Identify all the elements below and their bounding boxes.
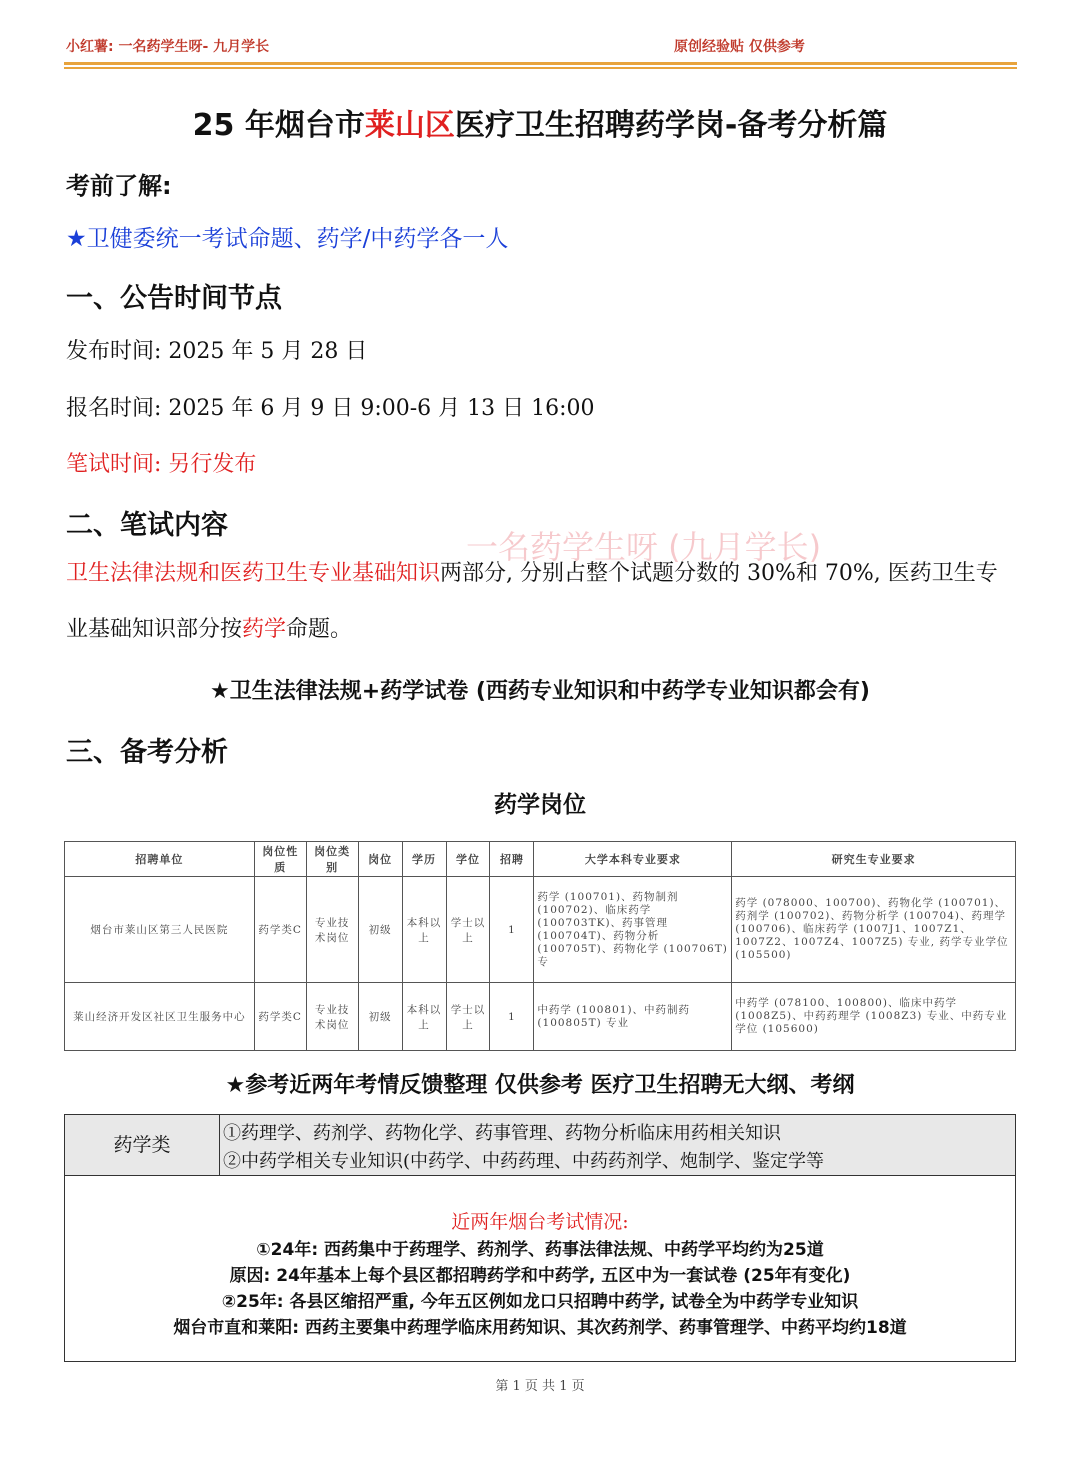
table-header: 岗位性质 [254,842,306,877]
situation-line: ①24年: 西药集中于药理学、药剂学、药事法律法规、中药学平均约为25道 [256,1240,824,1260]
table-cell: 专业技术岗位 [306,877,358,983]
table-cell: 学士以上 [446,983,490,1051]
exam-paper-note: ★卫生法律法规+药学试卷 (西药专业知识和中药学专业知识都会有) [210,679,870,704]
situation-title: 近两年烟台考试情况: [451,1211,629,1233]
table-header: 学历 [402,842,446,877]
table-header: 招聘单位 [65,842,255,877]
table-cell: 药学 (078000、100700)、药物化学 (100701)、药剂学 (100702)、药物分析学 (100704)、药理学 (100706)、临床药学 (1007J1、1007Z1、1007Z2、1007Z4、1007Z5) 专业, 药学专业学位 (105500) [732,877,1016,983]
table-cell: 本科以上 [402,983,446,1051]
feedback-heading: ★参考近两年考情反馈整理 仅供参考 医疗卫生招聘无大纲、考纲 [225,1073,855,1098]
table-row [65,877,1016,983]
table-cell: 药学 (100701)、药物制剂 (100702)、临床药学 (100703TK)、药事管理 (100704T)、药物分析 (100705T)、药物化学 (100706T) 专 [534,877,732,983]
category-row [65,1115,1015,1176]
category-item-2: ②中药学相关专业知识(中药学、中药药理、中药药剂学、炮制学、鉴定学等 [223,1151,825,1172]
page-footer: 第 1 页 共 1 页 [495,1379,585,1394]
table-header: 学位 [446,842,490,877]
jobs-table [64,841,1016,1051]
jobs-table-title: 药学岗位 [494,792,586,818]
section1-heading: 一、公告时间节点 [66,283,282,314]
table-cell: 1 [490,983,534,1051]
header-rule-bottom [64,67,1017,69]
table-cell: 1 [490,877,534,983]
register-time: 报名时间: 2025 年 6 月 9 日 9:00-6 月 13 日 16:00 [66,396,595,421]
situation-line: 原因: 24年基本上每个县区都招聘药学和中药学, 五区中为一套试卷 (25年有变化) [229,1266,851,1286]
table-header: 岗位类别 [306,842,358,877]
table-cell: 烟台市莱山区第三人民医院 [65,877,255,983]
situation-line: 烟台市直和莱阳: 西药主要集中药理学临床用药知识、其次药剂学、药事管理学、中药平均约18道 [173,1318,907,1338]
feedback-table [64,1114,1016,1362]
section3-heading: 三、备考分析 [66,737,228,768]
table-cell: 莱山经济开发区社区卫生服务中心 [65,983,255,1051]
section2-heading: 二、笔试内容 [66,510,228,541]
page-header [66,36,1016,58]
table-cell: 中药学 (078100、100800)、临床中药学 (1008Z5)、中药药理学 (1008Z3) 专业、中药专业学位 (105600) [732,983,1016,1051]
page-title: 25 年烟台市莱山区医疗卫生招聘药学岗-备考分析篇 [192,108,888,143]
category-item-1: ①药理学、药剂学、药物化学、药事管理、药物分析临床用药相关知识 [223,1123,781,1144]
watermark: 一名药学生呀 (九月学长) [466,528,822,566]
pre-exam-heading: 考前了解: [66,172,172,200]
table-header: 研究生专业要求 [732,842,1016,877]
exam-content-paragraph: 卫生法律法规和医药卫生专业基础知识两部分, 分别占整个试题分数的 30%和 70%, 医药卫生专业基础知识部分按药学命题。 [66,561,998,642]
table-cell: 药学类C [254,983,306,1051]
table-cell: 初级 [358,877,402,983]
table-row [65,983,1016,1051]
table-cell: 本科以上 [402,877,446,983]
header-rule-top [64,62,1017,65]
table-cell: 初级 [358,983,402,1051]
table-header: 大学本科专业要求 [534,842,732,877]
title-highlight: 莱山区 [364,108,455,143]
situation-line: ②25年: 各县区缩招严重, 今年五区例如龙口只招聘中药学, 试卷全为中药学专业知识 [221,1292,859,1312]
table-header: 招聘 [490,842,534,877]
table-cell: 中药学 (100801)、中药制药 (100805T) 专业 [534,983,732,1051]
publish-time: 发布时间: 2025 年 5 月 28 日 [66,339,368,364]
pre-exam-note: ★卫健委统一考试命题、药学/中药学各一人 [66,226,509,252]
table-header-row [65,842,1016,877]
written-exam-time: 笔试时间: 另行发布 [66,452,257,477]
category-label: 药学类 [65,1115,220,1175]
table-cell: 专业技术岗位 [306,983,358,1051]
header-left-text: 小红薯: 一名药学生呀- 九月学长 [66,39,270,55]
table-cell: 药学类C [254,877,306,983]
header-right-text: 原创经验贴 仅供参考 [674,39,805,55]
table-header: 岗位 [358,842,402,877]
table-cell: 学士以上 [446,877,490,983]
